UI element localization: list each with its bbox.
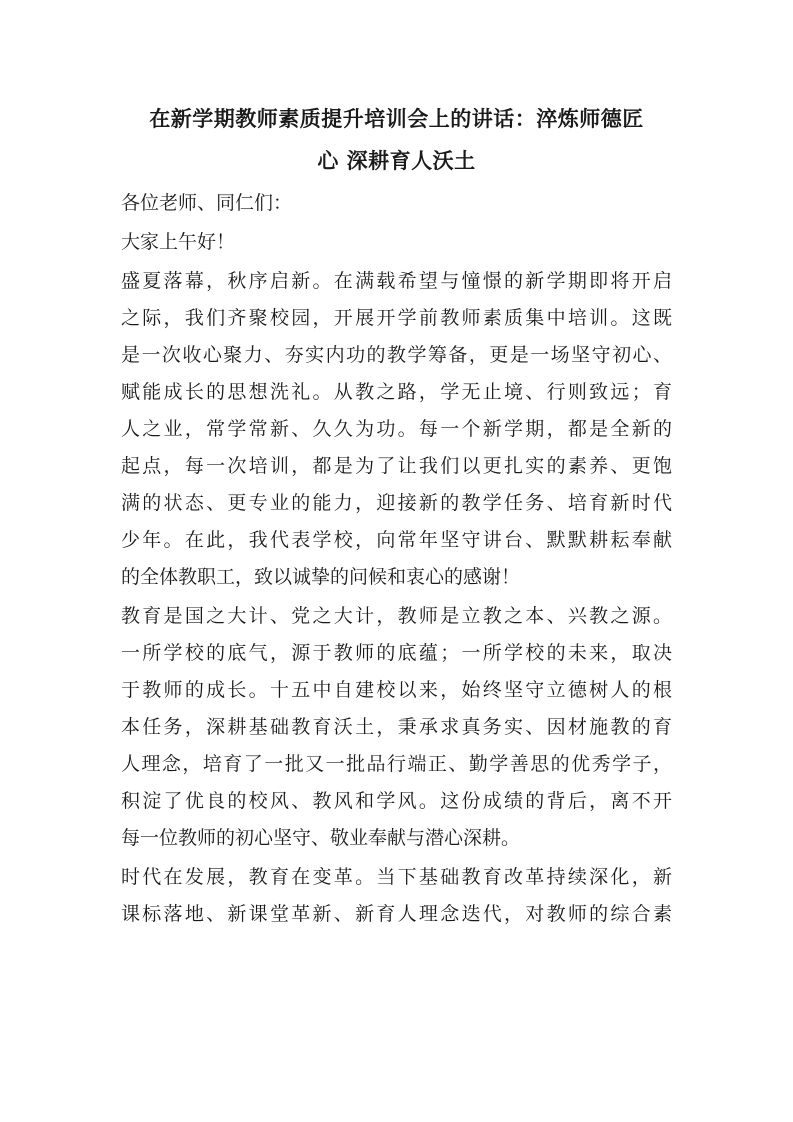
paragraph [121,859,672,933]
paragraph [121,263,672,596]
text-line: 少年。在此，我代表学校，向常年坚守讲台、默默耕耘奉献 [121,529,672,551]
document-title [121,98,672,182]
text-line: 之际，我们齐聚校园，开展开学前教师素质集中培训。这既 [121,307,672,329]
text-line: 于教师的成长。十五中自建校以来，始终坚守立德树人的根 [121,679,672,701]
text-line: 课标落地、新课堂革新、新育人理念迭代，对教师的综合素 [121,903,672,925]
paragraph [121,598,672,857]
text-line: 的全体教职工，致以诚挚的问候和衷心的感谢！ [121,566,521,588]
text-line: 人理念，培育了一批又一批品行端正、勤学善思的优秀学子， [121,753,672,775]
text-line: 赋能成长的思想洗礼。从教之路，学无止境、行则致远；育 [121,381,672,403]
text-line: 起点，每一次培训，都是为了让我们以更扎实的素养、更饱 [121,455,672,477]
text-line: 教育是国之大计、党之大计，教师是立教之本、兴教之源。 [121,605,672,627]
text-line: 一所学校的底气，源于教师的底蕴；一所学校的未来，取决 [121,642,672,664]
title-line: 心 深耕育人沃土 [317,148,476,173]
salutation: 各位老师、同仁们： [121,192,293,214]
greeting: 大家上午好！ [121,231,236,253]
text-line: 是一次收心聚力、夯实内功的教学筹备，更是一场坚守初心、 [121,344,672,366]
text-line: 满的状态、更专业的能力，迎接新的教学任务、培育新时代 [121,492,672,514]
title-line: 在新学期教师素质提升培训会上的讲话：淬炼师德匠 [149,106,644,131]
text-line: 人之业，常学常新、久久为功。每一个新学期，都是全新的 [121,418,672,440]
text-line: 时代在发展，教育在变革。当下基础教育改革持续深化，新 [121,866,672,888]
text-line: 每一位教师的初心坚守、敬业奉献与潜心深耕。 [121,827,521,849]
text-line: 本任务，深耕基础教育沃土，秉承求真务实、因材施教的育 [121,716,672,738]
text-line: 盛夏落幕，秋序启新。在满载希望与憧憬的新学期即将开启 [121,270,672,292]
text-line: 积淀了优良的校风、教风和学风。这份成绩的背后，离不开 [121,790,672,812]
